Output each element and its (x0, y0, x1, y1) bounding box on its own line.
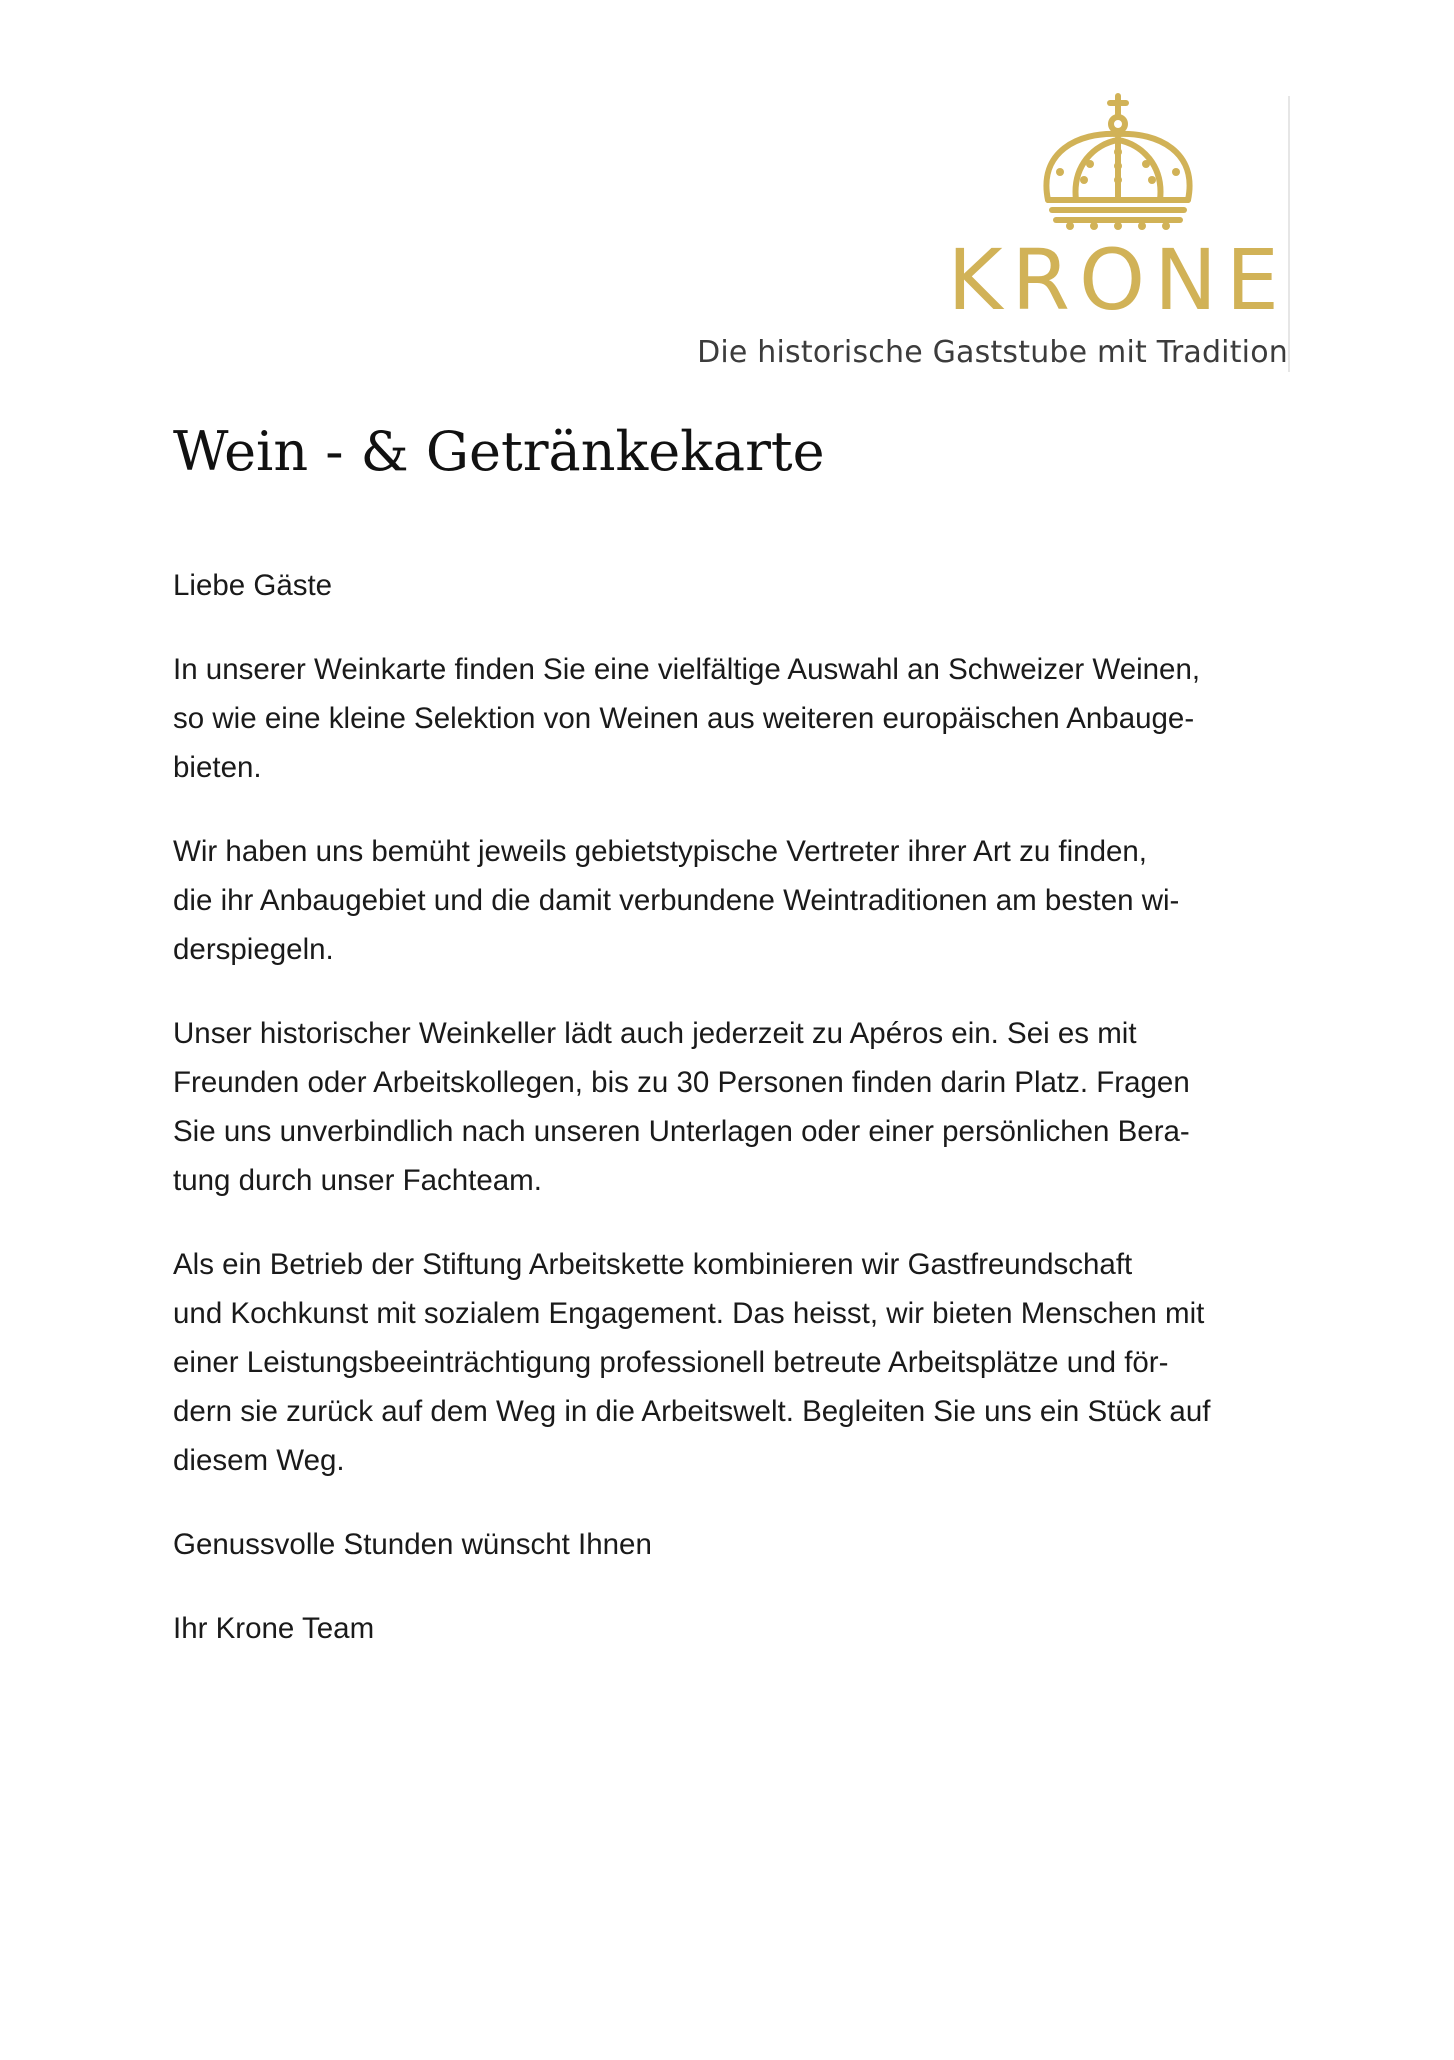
text-line: diesem Weg. (173, 1444, 345, 1477)
text-line: Unser historischer Weinkeller lädt auch jederzeit zu Apéros ein. Sei es mit (173, 1017, 1137, 1050)
text-line: tung durch unser Fachteam. (173, 1164, 542, 1197)
text-line: derspiegeln. (173, 933, 334, 966)
logo-wordmark: KRONE (947, 231, 1288, 329)
text-line: Freunden oder Arbeitskollegen, bis zu 30 Personen finden darin Platz. Fragen (173, 1066, 1190, 1099)
logo-divider (1288, 96, 1290, 372)
text-line: In unserer Weinkarte finden Sie eine vielfältige Auswahl an Schweizer Weinen, (173, 653, 1201, 686)
paragraph-selection (173, 645, 1285, 792)
logo-tagline: Die historische Gaststube mit Tradition (697, 335, 1288, 370)
text-line: und Kochkunst mit sozialem Engagement. Das heisst, wir bieten Menschen mit (173, 1297, 1205, 1330)
page-title: Wein - & Getränkekarte (173, 420, 825, 483)
paragraph-regional-wines (173, 827, 1285, 974)
text-line: einer Leistungsbeeinträchtigung professionell betreute Arbeitsplätze und för- (173, 1346, 1169, 1379)
text-line: Als ein Betrieb der Stiftung Arbeitskette kombinieren wir Gastfreundschaft (173, 1248, 1133, 1281)
greeting: Liebe Gäste (173, 569, 333, 602)
text-line: bieten. (173, 751, 262, 784)
closing: Genussvolle Stunden wünscht Ihnen (173, 1528, 652, 1561)
text-line: Sie uns unverbindlich nach unseren Unterlagen oder einer persönlichen Bera- (173, 1115, 1190, 1148)
signature: Ihr Krone Team (173, 1612, 375, 1645)
text-line: so wie eine kleine Selektion von Weinen aus weiteren europäischen Anbauge- (173, 702, 1195, 735)
crown-icon (1028, 92, 1208, 242)
text-line: dern sie zurück auf dem Weg in die Arbeitswelt. Begleiten Sie uns ein Stück auf (173, 1395, 1211, 1428)
paragraph-foundation (173, 1240, 1285, 1485)
paragraph-wine-cellar (173, 1009, 1285, 1205)
letter-body (173, 561, 1285, 1688)
text-line: Wir haben uns bemüht jeweils gebietstypische Vertreter ihrer Art zu finden, (173, 835, 1147, 868)
text-line: die ihr Anbaugebiet und die damit verbundene Weintraditionen am besten wi- (173, 884, 1180, 917)
krone-logo (697, 92, 1290, 382)
